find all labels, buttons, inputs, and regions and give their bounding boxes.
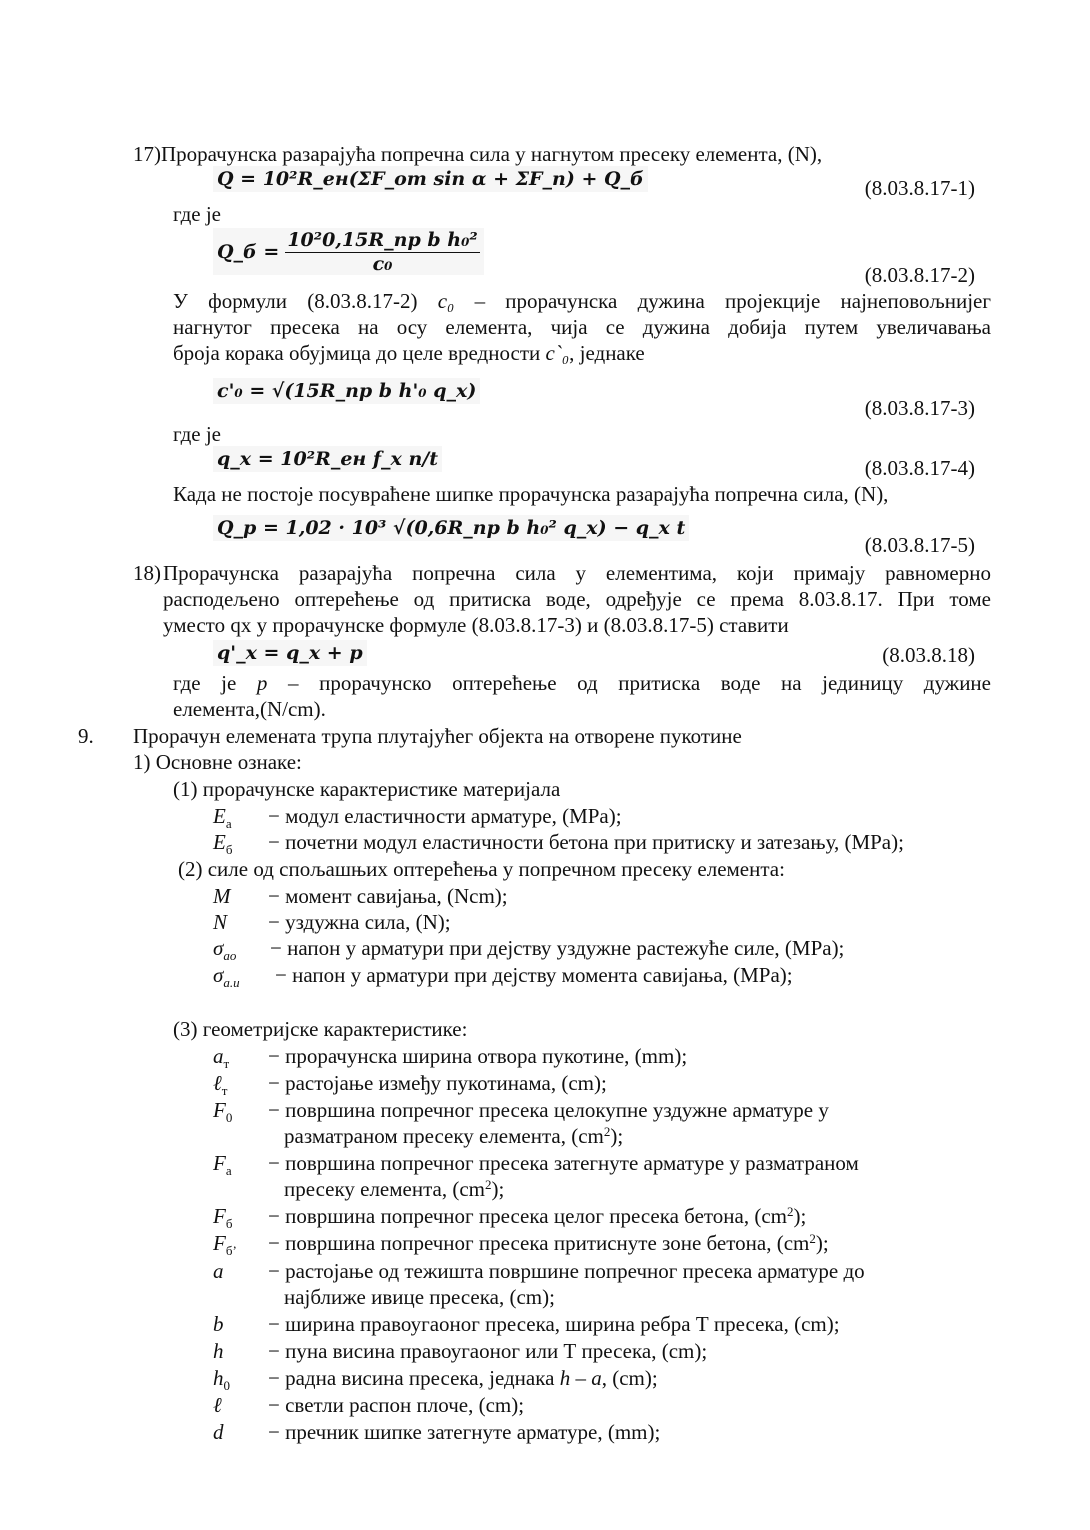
paragraph-line: Када не постоје посувраћене шипке прорачунска разарајућа попречна сила, (N), (173, 482, 889, 506)
paragraph-line: броја корака обујмица до целе вредности c`₀, једнаке (173, 341, 645, 365)
paragraph-line: елемента,(N/cm). (173, 697, 326, 721)
group-heading: (3) геометријске карактеристике: (173, 1017, 468, 1041)
symbol: $a_т$ (213, 1044, 230, 1072)
definition: − пуна висина правоугаоног или Т пресека, (cm); (268, 1339, 708, 1363)
formula-lhs: Q_б = (217, 240, 280, 263)
group-heading: (2) силе од спољашњих оптерећења у попречном пресеку елемента: (178, 857, 785, 881)
formula-8-03-8-17-1: Q = 10²R_ен(ΣF_от sin α + ΣF_п) + Q_б (213, 166, 648, 192)
symbol: $h_0$ (213, 1366, 230, 1394)
symbol: $F_а$ (213, 1151, 232, 1179)
definition: − пречник шипке затегнуте арматуре, (mm); (268, 1420, 661, 1444)
symbol: ℓ$_т$ (213, 1071, 228, 1099)
equation-label: (8.03.8.17-4) (864, 456, 975, 480)
equation-label: (8.03.8.17-3) (864, 396, 975, 420)
definition: − радна висина пресека, једнака h – a, (cm); (268, 1366, 658, 1390)
symbol: M (213, 884, 231, 908)
symbol: b (213, 1312, 224, 1336)
where-text: где је (173, 202, 221, 226)
symbol: $F_0$ (213, 1098, 233, 1126)
fraction (285, 228, 479, 275)
definition: − површина попречног пресека притиснуте зоне бетона, $(cm^2)$; (268, 1231, 829, 1255)
formula-8-03-8-17-3: c'₀ = √(15R_пр b h'₀ q_x) (213, 378, 480, 404)
symbol: a (213, 1259, 224, 1283)
fraction-denominator: c₀ (372, 253, 393, 275)
symbol: $\sigma_{ао}$ (213, 936, 237, 964)
definition: − површина попречног пресека целокупне уздужне арматуре у (268, 1098, 829, 1122)
definition: − напон у арматури при дејству момента савијања, (MPa); (275, 963, 793, 987)
paragraph-line: где је p – прорачунско оптерећење од притиска воде на јединицу дужине (173, 671, 991, 695)
where-text: где је (173, 422, 221, 446)
symbol-c0: c₀ (437, 289, 455, 313)
symbol: d (213, 1420, 224, 1444)
section-number: 9. (78, 724, 94, 748)
definition: − растојање од тежишта површине попречног пресека арматуре до (268, 1259, 865, 1283)
paragraph-line: расподељено оптерећење од притиска воде, одређује се према 8.03.8.17. При томе (163, 587, 991, 611)
equation-label: (8.03.8.18) (882, 643, 975, 667)
definition-continuation: разматраном пресеку елемента, $(cm^2)$; (284, 1124, 624, 1148)
definition: − момент савијања, (Ncm); (268, 884, 508, 908)
paragraph-line: У формули (8.03.8.17-2) c₀ – прорачунска дужина пројекције најнеповољнијег (173, 289, 991, 313)
formula-8-03-8-17-5: Q_р = 1,02 · 10³ √(0,6R_пр b h₀² q_x) − q_x t (213, 515, 689, 541)
formula-8-03-8-18: q'_x = q_x + p (213, 640, 367, 666)
subsection-heading: 1) Основне ознаке: (133, 750, 302, 774)
symbol: N (213, 910, 228, 934)
symbol: h (213, 1339, 224, 1363)
symbol: $E_а$ (213, 804, 232, 832)
definition-continuation: најближе ивице пресека, (cm); (284, 1285, 555, 1309)
symbol: $E_б$ (213, 830, 233, 858)
paragraph-line: Прорачунска разарајућа попречна сила у елементима, који примају равномерно (163, 561, 991, 585)
definition: − ширина правоугаоног пресека, ширина ребра Т пресека, (cm); (268, 1312, 840, 1336)
formula-8-03-8-17-4: q_x = 10²R_ен f_x n/t (213, 446, 442, 472)
definition: − површина попречног пресека целог пресека бетона, $(cm^2)$; (268, 1204, 807, 1228)
definition: − прорачунска ширина отвора пукотине, (mm); (268, 1044, 688, 1068)
section-title: Прорачун елемената трупа плутајућег објекта на отворене пукотине (133, 724, 742, 748)
fraction-numerator: 10²0,15R_пр b h₀² (287, 229, 478, 251)
symbol-p: p (256, 671, 268, 695)
item-18-number: 18) (133, 561, 161, 585)
paragraph-line: нагнутог пресека на осу елемента, чија се дужина добија путем увеличавања (173, 315, 991, 339)
item-number: 17) (133, 142, 161, 166)
equation-label: (8.03.8.17-5) (864, 533, 975, 557)
definition: − почетни модул еластичности бетона при притиску и затезању, (MPa); (268, 830, 904, 854)
equation-label: (8.03.8.17-2) (864, 263, 975, 287)
definition: − уздужна сила, (N); (268, 910, 451, 934)
definition: − површина попречног пресека затегнуте арматуре у разматраном (268, 1151, 859, 1175)
formula-8-03-8-17-2 (213, 228, 484, 275)
definition: − светли распон плоче, (cm); (268, 1393, 525, 1417)
symbol: $\sigma_{а.и}$ (213, 963, 240, 991)
item-17-heading (133, 141, 822, 167)
symbol: $F_{б’}$ (213, 1231, 237, 1259)
definition: − напон у арматури при дејству уздужне растежуће силе, (MPa); (270, 936, 845, 960)
paragraph-line: уместо qx у прорачунске формуле (8.03.8.17-3) и (8.03.8.17-5) ставити (163, 613, 789, 637)
definition: − модул еластичности арматуре, (MPa); (268, 804, 622, 828)
symbol: $F_б$ (213, 1204, 233, 1232)
symbol-c0-prime: c`₀ (545, 341, 570, 365)
symbol: ℓ (213, 1393, 222, 1417)
group-heading: (1) прорачунске карактеристике материјала (173, 777, 561, 801)
definition: − растојање између пукотинама, (cm); (268, 1071, 607, 1095)
item-text: Прорачунска разарајућа попречна сила у нагнутом пресеку елемента, (N), (161, 142, 823, 166)
definition-continuation: пресеку елемента, $(cm^2)$; (284, 1177, 505, 1201)
equation-label: (8.03.8.17-1) (864, 176, 975, 200)
